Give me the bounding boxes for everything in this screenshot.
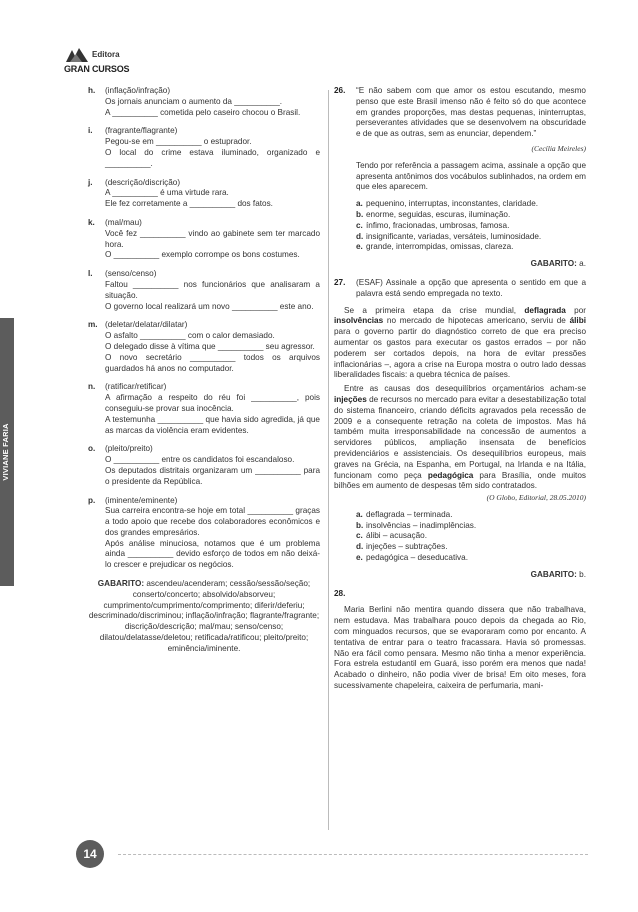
highlighted-word: álibi <box>569 316 586 326</box>
item-body <box>105 444 320 487</box>
item-line: Pegou-se em __________ o estuprador. <box>105 137 252 147</box>
highlighted-word: insolvências <box>334 316 384 326</box>
exercise-item <box>88 269 320 312</box>
option-letter: e. <box>356 242 363 252</box>
item-line: Você fez __________ vindo ao gabinete sem ter marcado hora. <box>105 228 320 249</box>
text-span: para Brasília, onde muitos bilhões em aumento de despesas têm sido contratados. <box>334 470 586 491</box>
item-line: Faltou __________ nos funcionários que analisaram a situação. <box>105 279 320 300</box>
answer-option <box>356 210 586 221</box>
exercise-item <box>88 496 320 572</box>
item-body <box>105 269 320 312</box>
question-number: 28. <box>334 588 346 598</box>
item-line: (pleito/preito) <box>105 444 153 454</box>
left-column <box>88 86 320 655</box>
item-line: A afirmação a respeito do réu foi __________, pois conseguiu-se provar sua inocência. <box>105 393 320 413</box>
option-text: pequenino, interruptas, inconstantes, claridade. <box>366 199 539 209</box>
option-letter: a. <box>356 199 363 209</box>
logo-gran-cursos: GRAN CURSOS <box>64 64 130 74</box>
question-quote: “E não sabem com que amor os estou escutando, mesmo penso que este Brasil imenso não é feito só do que acontece em grandes proporções, mas destas pequenas, ininterruptas, perseverantes atividades que se desenvolvem na obscuridade e de que as outras, sem as enunciar, dependem.” <box>356 86 586 139</box>
text-span: Se a primeira etapa da crise mundial, <box>344 305 517 315</box>
logo-mark-icon <box>64 46 90 64</box>
item-line: Os deputados distritais organizaram um __________ para o presidente da República. <box>105 465 320 486</box>
question-27 <box>334 278 586 300</box>
answer-option <box>356 531 586 542</box>
option-text: deflagrada – terminada. <box>366 509 453 519</box>
question-28-text: Maria Berlini não mentira quando dissera que não trabalhava, nem estudava. Mas trabalhara pouco depois da chegada ao Rio, com minguados recursos, que se evaporaram como por encanto. A tentativa de entrar para o teatro fracassara. Havia só promessas. Não era fácil como pensara. Mesmo não tinha a menor experiência. Fora estrela estudantil em Guará, isso porém era menos que nada! Acabado o dinheiro, não podia viver de brisa! Em oito meses, fora sucessivamente chapeleira, caixeira de perfumaria, mani- <box>334 605 586 691</box>
highlighted-word: deflagrada <box>524 305 566 315</box>
option-text: ínfimo, fracionadas, umbrosas, famosa. <box>366 220 510 230</box>
answer-option <box>356 221 586 232</box>
question-number: 27. <box>334 277 346 287</box>
item-line: O local do crime estava iluminado, organizado e __________. <box>105 147 320 168</box>
answer-key-27 <box>334 570 586 581</box>
item-line: A testemunha __________ que havia sido agredida, já que as marcas da violência eram evidentes. <box>105 414 320 435</box>
text-span: por <box>574 305 587 315</box>
option-letter: b. <box>356 520 364 530</box>
answer-text: ascendeu/acenderam; cessão/sessão/seção; conserto/concerto; absolvido/absorveu; cumprimento/cumprimento/comprimento; diferir/deferiu; descriminado/discriminou; inflação/infração; flagrante/fragrante; discrição/descrição; mal/mau; senso/censo; dilatou/delatasse/deletou; retificada/ratificou; pleito/preito; eminência/iminente. <box>88 579 320 653</box>
item-line: (descrição/discrição) <box>105 177 181 187</box>
passage-paragraph-1 <box>334 306 586 382</box>
item-body <box>105 218 320 261</box>
answer-label: GABARITO: <box>530 259 577 269</box>
answer-option <box>356 510 586 521</box>
answer-option <box>356 521 586 532</box>
item-line: (iminente/eminente) <box>105 495 178 505</box>
answer-option <box>356 232 586 243</box>
author-name: VIVIANE FARIA <box>1 423 10 481</box>
item-letter: j. <box>88 177 93 187</box>
answer-option <box>356 542 586 553</box>
item-line: A __________ cometida pelo caseiro chocou o Brasil. <box>105 107 301 117</box>
item-line: Sua carreira encontra-se hoje em total __________ graças a todo apoio que recebe dos colaboradores econômicos e dos grandes empresários. <box>105 506 320 537</box>
option-letter: d. <box>356 231 364 241</box>
option-text: injeções – subtrações. <box>366 542 448 552</box>
item-line: Ele fez corretamente a __________ dos fatos. <box>105 199 273 209</box>
item-letter: l. <box>88 269 93 279</box>
answer-option <box>356 242 586 253</box>
text-span: Entre as causas dos desequilíbrios orçamentários acham-se <box>344 384 586 394</box>
option-text: álibi – acusação. <box>366 531 427 541</box>
option-letter: b. <box>356 209 364 219</box>
exercise-item <box>88 86 320 118</box>
footer-rule <box>118 854 588 855</box>
option-text: insolvências – inadimplências. <box>366 520 477 530</box>
question-26-options <box>356 199 586 253</box>
exercise-item <box>88 218 320 261</box>
item-letter: h. <box>88 86 96 95</box>
option-text: pedagógica – deseducativa. <box>366 553 468 563</box>
question-27-options <box>356 510 586 564</box>
highlighted-word: injeções <box>334 394 367 404</box>
answer-option <box>356 553 586 564</box>
item-line: A __________ é uma virtude rara. <box>105 188 229 198</box>
item-line: Após análise minuciosa, notamos que é um problema ainda __________ devido esforço de todos em não deixá-lo crescer e prejudicar os negócios. <box>105 538 320 570</box>
item-body <box>105 382 320 436</box>
answer-key-26 <box>334 259 586 270</box>
item-body <box>105 496 320 572</box>
passage-citation: (O Globo, Editorial, 28.05.2010) <box>486 493 586 503</box>
answer-label: GABARITO: <box>97 579 145 589</box>
item-body <box>105 320 320 374</box>
column-divider <box>328 90 329 830</box>
page-number: 14 <box>76 840 104 868</box>
question-28 <box>334 589 586 600</box>
option-text: enorme, seguidas, escuras, iluminação. <box>366 209 511 219</box>
item-letter: o. <box>88 444 96 454</box>
option-letter: d. <box>356 542 364 552</box>
item-letter: m. <box>88 320 98 330</box>
item-letter: n. <box>88 382 96 392</box>
right-column <box>334 86 586 695</box>
item-line: (fragrante/flagrante) <box>105 126 178 136</box>
item-line: (senso/censo) <box>105 269 157 279</box>
item-body <box>105 86 320 118</box>
item-line: Os jornais anunciam o aumento da __________. <box>105 96 283 106</box>
item-body <box>105 126 320 169</box>
passage-paragraph-2 <box>334 384 586 492</box>
item-body <box>105 178 320 210</box>
item-line: O __________ exemplo corrompe os bons costumes. <box>105 250 300 260</box>
answer-option <box>356 199 586 210</box>
highlighted-word: pedagógica <box>427 470 474 480</box>
option-letter: c. <box>356 220 363 230</box>
question-26 <box>334 86 586 140</box>
question-prompt: (ESAF) Assinale a opção que apresenta o sentido em que a palavra está sendo empregada no texto. <box>356 277 586 298</box>
quote-citation: (Cecília Meireles) <box>531 143 586 153</box>
option-letter: a. <box>356 509 363 519</box>
item-line: O asfalto __________ com o calor demasiado. <box>105 331 275 341</box>
exercise-item <box>88 320 320 374</box>
item-letter: k. <box>88 217 95 227</box>
author-side-tab <box>0 318 14 586</box>
option-text: grande, interrompidas, omissas, clareza. <box>366 242 514 252</box>
exercise-item <box>88 444 320 487</box>
item-line: O __________ entre os candidatos foi escandaloso. <box>105 455 295 465</box>
item-letter: p. <box>88 495 96 505</box>
item-line: (mal/mau) <box>105 217 142 227</box>
option-text: insignificante, variadas, versáteis, luminosidade. <box>366 231 542 241</box>
item-letter: i. <box>88 126 93 136</box>
answer-value: b. <box>579 569 586 579</box>
answer-label: GABARITO: <box>530 569 577 579</box>
item-line: (ratificar/retificar) <box>105 382 167 392</box>
exercise-item <box>88 126 320 169</box>
text-span: de recursos no mercado para evitar a desestabilização total do sistema financeiro, criando déficits agravados pela recessão de 2009 e a consequente retração na coleta de impostos. Mas há também muita irresponsabilidade na concessão de aumentos a servidores públicos, ampliação insensata de benefícios previdenciários e assistenciais. Os desequilíbrios europeus, mais graves na Grécia, na Espanha, em Portugal, na Irlanda e na Itália, funcionam como peça <box>334 394 586 480</box>
answer-value: a. <box>579 259 586 269</box>
item-line: O novo secretário __________ todos os arquivos guardados há anos no computador. <box>105 352 320 373</box>
option-letter: e. <box>356 553 363 563</box>
item-line: (inflação/infração) <box>105 86 171 95</box>
publisher-logo <box>64 46 134 76</box>
exercise-item <box>88 382 320 436</box>
question-prompt: Tendo por referência a passagem acima, assinale a opção que apresenta antônimos dos vocábulos sublinhados, na ordem em que eles aparecem. <box>356 160 586 192</box>
item-line: (deletar/delatar/dilatar) <box>105 320 188 330</box>
text-span: no mercado de hipotecas americano, serviu de <box>386 316 566 326</box>
item-line: O delegado disse à vítima que __________ seu agressor. <box>105 341 315 351</box>
option-letter: c. <box>356 531 363 541</box>
exercise-item <box>88 178 320 210</box>
answer-key-left <box>88 579 320 655</box>
item-line: O governo local realizará um novo __________ este ano. <box>105 301 314 311</box>
logo-editora: Editora <box>92 50 120 59</box>
question-26-prompt <box>334 161 586 193</box>
question-number: 26. <box>334 86 346 95</box>
text-span: para o governo partir do diagnóstico correto de que era preciso aumentar os gastos para executar os gastos errados – por não poderem ser cortados depois, na hora de evitar pressões inflacionárias –, agora a crise na Europa mostra o outro lado dessas liberalidades fiscais: a quebra técnica de países. <box>334 327 586 380</box>
